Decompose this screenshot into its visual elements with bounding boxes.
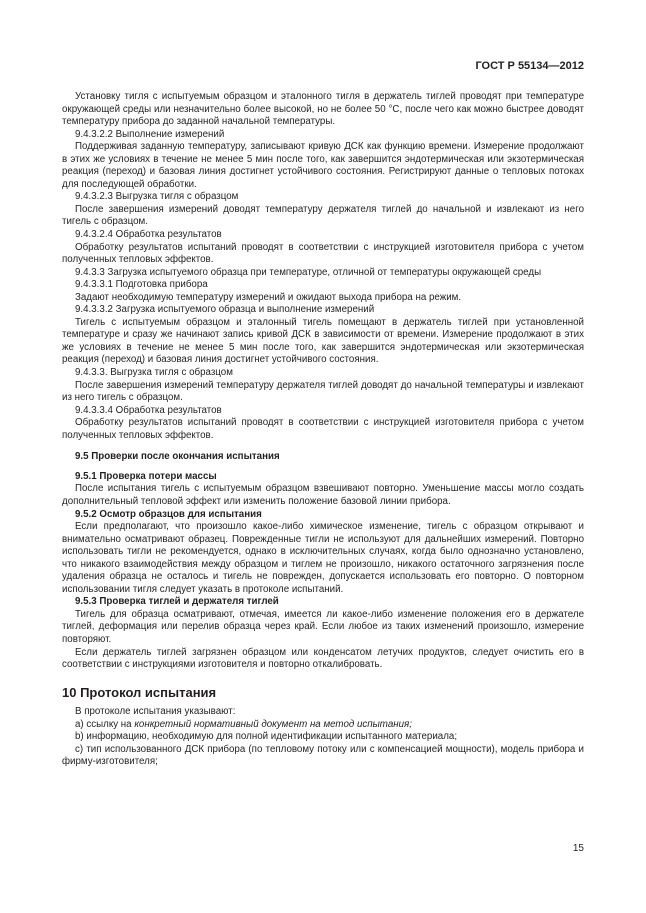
paragraph: После испытания тигель с испытуемым образцом взвешивают повторно. Уменьшение массы могло создать дополнительный тепловой эффект или изменить положение базовой линии прибора.: [62, 483, 584, 507]
subsection-heading: 9.4.3.3 Загрузка испытуемого образца при температуре, отличной от температуры окружающей среды: [75, 266, 542, 278]
subsection-heading: 9.4.3.3.1 Подготовка прибора: [75, 279, 208, 291]
subsection-heading: 9.4.3.3. Выгрузка тигля с образцом: [75, 367, 233, 379]
paragraph: Обработку результатов испытаний проводят в соответствии с инструкцией изготовителя прибора с учетом полученных тепловых эффектов.: [62, 241, 584, 266]
document-header-code: ГОСТ Р 55134—2012: [475, 60, 584, 72]
subsection-heading-bold: 9.5.1 Проверка потери массы: [75, 470, 217, 482]
list-item: [62, 719, 584, 732]
paragraph: Обработку результатов испытаний проводят в соответствии с инструкцией изготовителя прибора с учетом полученных тепловых эффектов.: [62, 417, 584, 441]
subsection-heading: 9.4.3.2.2 Выполнение измерений: [75, 128, 225, 140]
paragraph: Задают необходимую температуру измерений и ожидают выхода прибора на режим.: [75, 291, 462, 303]
paragraph: Если держатель тиглей загрязнен образцом или конденсатом летучих продуктов, следует очистить его в соответствии с инструкциями изготовителя и повторно откалибровать.: [62, 646, 584, 671]
subsection-heading: 9.4.3.3.2 Загрузка испытуемого образца и выполнение измерений: [75, 304, 375, 316]
paragraph: Если предполагают, что произошло какое-либо химическое изменение, тигель с образцом открывают и внимательно осматривают образец. Поврежденные тигли не используют для дальнейших измерений. Повторно использовать тигли не рекомендуется, однако в исключительных случаях, когда было однозначно установлено, что никакого взаимодействия между образцом и тиглем не произошло, никакого остаточного загрязнения после удаления образца не осталось и тигель не поврежден, допускается использовать его повторно. О повторном использовании тигля следует указать в протоколе испытаний.: [62, 521, 584, 595]
list-item-italic: конкретный нормативный документ на метод испытания;: [134, 718, 412, 730]
paragraph: Установку тигля с испытуемым образцом и эталонного тигля в держатель тиглей проводят при температуре окружающей среды или незначительно более высокой, но не более 50 °C, после чего как можно быстрее доводят температуру прибора до заданной начальной температуры.: [62, 91, 584, 128]
paragraph: Тигель для образца осматривают, отмечая, имеется ли какое-либо изменение положения его в держателе тиглей, деформация или перелив образца через край. Если любое из таких изменений произошло, измерение повторяют.: [62, 608, 584, 645]
list-item-prefix: а) ссылку на: [75, 718, 135, 730]
section-heading: 9.5 Проверки после окончания испытания: [75, 451, 280, 463]
document-body: [62, 91, 584, 769]
chapter-heading-text: 10 Протокол испытания: [62, 684, 217, 700]
subsection-heading-bold: 9.5.3 Проверка тиглей и держателя тиглей: [75, 596, 279, 608]
page-number: 15: [572, 843, 584, 854]
subsection-heading: 9.4.3.3.4 Обработка результатов: [75, 404, 222, 416]
subsection-heading-bold: 9.5.2 Осмотр образцов для испытания: [75, 508, 262, 520]
list-item: b) информацию, необходимую для полной идентификации испытанного материала;: [75, 731, 458, 743]
list-item: с) тип использованного ДСК прибора (по тепловому потоку или с компенсацией мощности), модель прибора и фирму-изготовителя;: [62, 743, 584, 768]
paragraph: После завершения измерений температуру держателя тиглей доводят до начальной температуры и извлекают из него тигель с образцом.: [62, 379, 584, 404]
paragraph: Тигель с испытуемым образцом и эталонный тигель помещают в держатель тиглей при установленной температуре и сразу же начинают запись кривой ДСК в зависимости от времени. Измерение продолжают в этих же условиях в течение не менее 5 мин после того, как завершится эндотермическая или экзотермическая реакция (переход) и базовая линия достигнет устойчивого состояния.: [62, 316, 584, 366]
paragraph: После завершения измерений доводят температуру держателя тиглей до начальной и извлекают из него тигель с образцом.: [62, 203, 584, 228]
subsection-heading: 9.4.3.2.4 Обработка результатов: [75, 229, 222, 241]
paragraph: Поддерживая заданную температуру, записывают кривую ДСК как функцию времени. Измерение продолжают в этих же условиях в течение не менее 5 мин после того, как завершится эндотермическая или экзотермическая реакция (переход) и базовая линия достигнет устойчивого состояния. Регистрируют данные о тепловых потоках для последующей обработки.: [62, 141, 584, 190]
chapter-heading: [62, 684, 584, 700]
subsection-heading: 9.4.3.2.3 Выгрузка тигля с образцом: [75, 191, 239, 203]
paragraph: В протоколе испытания указывают:: [75, 706, 236, 718]
